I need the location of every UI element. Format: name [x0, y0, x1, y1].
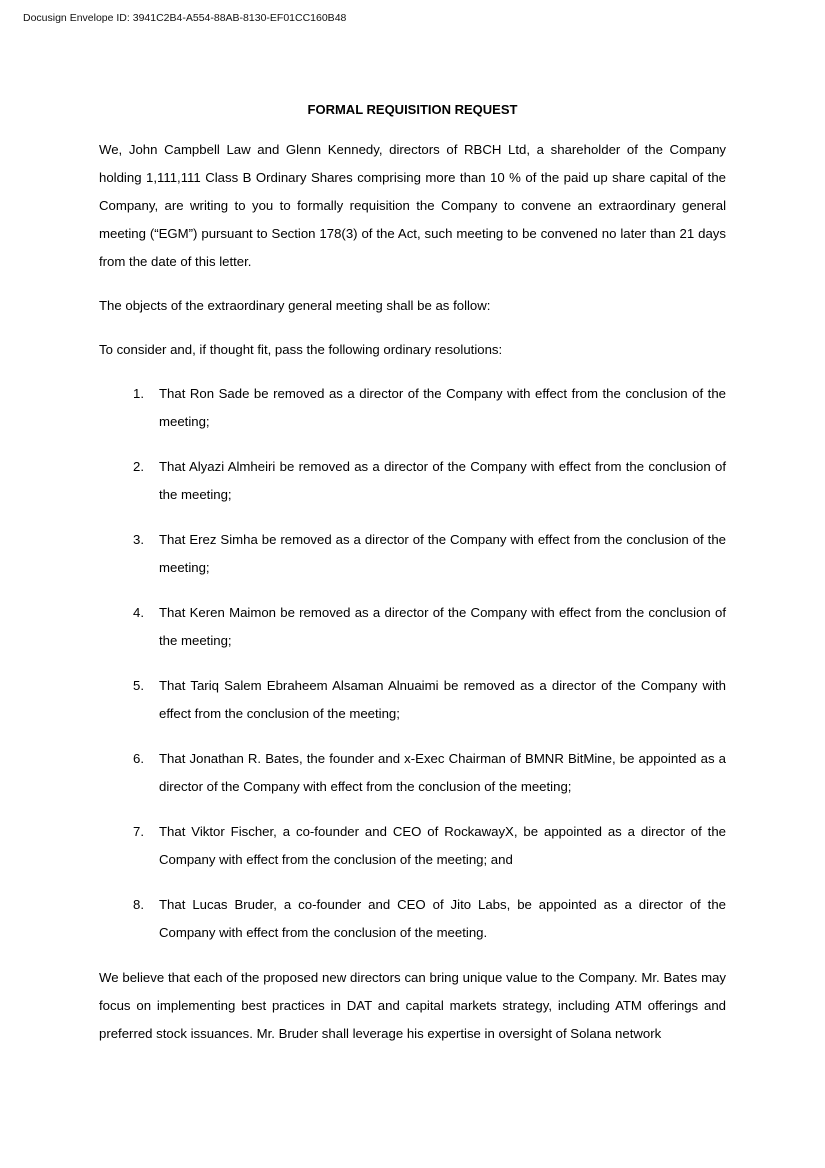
resolution-item — [99, 891, 726, 947]
resolution-number: 6. — [133, 751, 144, 766]
resolution-number: 8. — [133, 897, 144, 912]
document-body — [99, 100, 726, 1064]
resolution-text: That Erez Simha be removed as a director of the Company with effect from the conclusion of the meeting; — [159, 532, 726, 575]
resolution-number: 5. — [133, 678, 144, 693]
resolution-item — [99, 526, 726, 582]
resolution-number: 1. — [133, 386, 144, 401]
resolution-item — [99, 453, 726, 509]
resolution-item — [99, 818, 726, 874]
closing-paragraph: We believe that each of the proposed new directors can bring unique value to the Company. Mr. Bates may focus on implementing best practices in DAT and capital markets strategy, including ATM offerings and preferred stock issuances. Mr. Bruder shall leverage his expertise in oversight of Solana network — [99, 970, 726, 1041]
resolution-text: That Keren Maimon be removed as a director of the Company with effect from the conclusion of the meeting; — [159, 605, 726, 648]
resolutions-list — [99, 380, 726, 947]
resolution-number: 2. — [133, 459, 144, 474]
resolution-item — [99, 672, 726, 728]
document-title: FORMAL REQUISITION REQUEST — [307, 102, 518, 117]
resolution-number: 3. — [133, 532, 144, 547]
resolution-item — [99, 599, 726, 655]
resolution-item — [99, 380, 726, 436]
resolution-text: That Ron Sade be removed as a director of the Company with effect from the conclusion of the meeting; — [159, 386, 726, 429]
resolution-text: That Alyazi Almheiri be removed as a director of the Company with effect from the conclusion of the meeting; — [159, 459, 726, 502]
resolution-text: That Lucas Bruder, a co-founder and CEO of Jito Labs, be appointed as a director of the Company with effect from the conclusion of the meeting. — [159, 897, 726, 940]
resolution-text: That Tariq Salem Ebraheem Alsaman Alnuaimi be removed as a director of the Company with effect from the conclusion of the meeting; — [159, 678, 726, 721]
consider-paragraph: To consider and, if thought fit, pass the following ordinary resolutions: — [99, 342, 503, 357]
resolution-number: 4. — [133, 605, 144, 620]
intro-paragraph: We, John Campbell Law and Glenn Kennedy, directors of RBCH Ltd, a shareholder of the Company holding 1,111,111 Class B Ordinary Shares comprising more than 10 % of the paid up share capital of the Company, are writing to you to formally requisition the Company to convene an extraordinary general meeting (“EGM”) pursuant to Section 178(3) of the Act, such meeting to be convened no later than 21 days from the date of this letter. — [99, 142, 726, 269]
objects-paragraph: The objects of the extraordinary general meeting shall be as follow: — [99, 298, 491, 313]
resolution-text: That Jonathan R. Bates, the founder and x-Exec Chairman of BMNR BitMine, be appointed as a director of the Company with effect from the conclusion of the meeting; — [159, 751, 726, 794]
envelope-id: Docusign Envelope ID: 3941C2B4-A554-88AB-8130-EF01CC160B48 — [23, 12, 347, 24]
resolution-item — [99, 745, 726, 801]
resolution-text: That Viktor Fischer, a co-founder and CEO of RockawayX, be appointed as a director of the Company with effect from the conclusion of the meeting; and — [159, 824, 726, 867]
resolution-number: 7. — [133, 824, 144, 839]
